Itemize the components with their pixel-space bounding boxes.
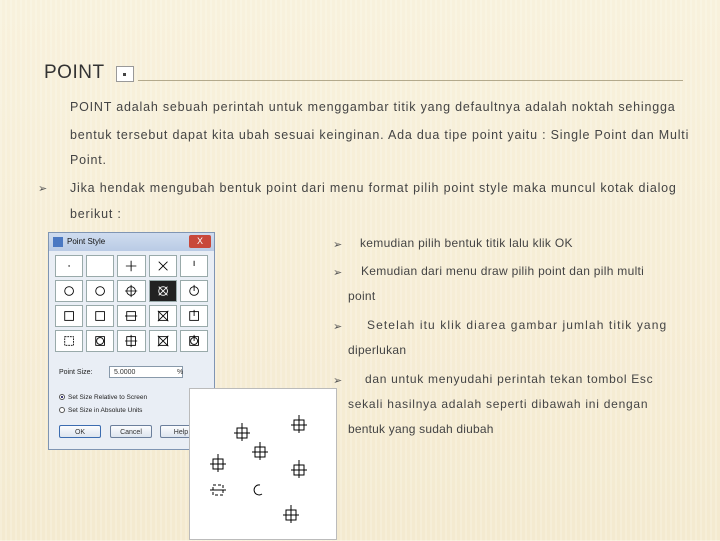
- paragraph-line-2: bentuk tersebut dapat kita ubah sesuai keinginan. Ada dua tipe point yaitu : Single Point dan Multi: [70, 128, 690, 142]
- radio-relative-to-screen[interactable]: [59, 394, 147, 401]
- step-line: Kemudian dari menu draw pilih point dan pilh multi: [361, 264, 645, 278]
- point-style-circle-x-selected[interactable]: [149, 280, 177, 302]
- dialog-title-bar: [49, 233, 214, 251]
- ok-button[interactable]: OK: [59, 425, 101, 438]
- point-style-circle-square-plus[interactable]: [117, 330, 145, 352]
- bullet-line-1: Jika hendak mengubah bentuk point dari menu format pilih point style maka muncul kotak dialog: [70, 181, 677, 195]
- point-style-dot[interactable]: [55, 255, 83, 277]
- step-line: kemudian pilih bentuk titik lalu klik OK: [360, 236, 573, 250]
- cancel-button[interactable]: Cancel: [110, 425, 152, 438]
- point-style-square-x[interactable]: [149, 305, 177, 327]
- point-style-circle-dot[interactable]: [55, 280, 83, 302]
- point-style-circle-tick[interactable]: [180, 280, 208, 302]
- point-style-square[interactable]: [86, 305, 114, 327]
- bullet-line-2: berikut :: [70, 207, 122, 221]
- bullet-arrow-icon: ➢: [333, 239, 343, 251]
- point-style-circle-square[interactable]: [55, 330, 83, 352]
- radio-unselected-icon: [59, 407, 65, 413]
- result-points: [190, 389, 338, 541]
- step-line: Setelah itu klik diarea gambar jumlah titik yang: [367, 318, 668, 332]
- point-marker: [291, 460, 307, 478]
- point-marker: [234, 423, 250, 441]
- point-marker: [252, 442, 268, 460]
- point-marker: [210, 485, 226, 495]
- title-underline: [138, 80, 683, 81]
- radio-absolute-label: Set Size in Absolute Units: [68, 407, 143, 414]
- paragraph-line-1: POINT adalah sebuah perintah untuk menggambar titik yang defaultnya adalah noktah sehingga: [70, 100, 676, 114]
- point-style-circle-square-x[interactable]: [149, 330, 177, 352]
- point-style-square-tick[interactable]: [180, 305, 208, 327]
- step-line: point: [348, 289, 376, 303]
- radio-selected-icon: [59, 394, 65, 400]
- app-icon: [53, 237, 63, 247]
- point-marker: [283, 505, 299, 523]
- dialog-title: Point Style: [67, 237, 106, 246]
- point-style-x[interactable]: [149, 255, 177, 277]
- point-marker: [254, 485, 262, 495]
- step-line: dan untuk menyudahi perintah tekan tombol Esc: [365, 372, 654, 386]
- paragraph-line-3: Point.: [70, 153, 107, 167]
- point-style-none[interactable]: [86, 255, 114, 277]
- help-button[interactable]: Help: [160, 425, 202, 438]
- point-style-circle-square-2[interactable]: [86, 330, 114, 352]
- point-style-circle[interactable]: [86, 280, 114, 302]
- bullet-arrow-icon: ➢: [38, 183, 48, 195]
- point-icon: [116, 66, 134, 82]
- point-marker: [210, 454, 226, 472]
- point-style-square-plus[interactable]: [117, 305, 145, 327]
- radio-absolute-units[interactable]: [59, 407, 142, 414]
- point-style-plus[interactable]: [117, 255, 145, 277]
- point-style-circle-square-tick[interactable]: [180, 330, 208, 352]
- step-line: bentuk yang sudah diubah: [348, 422, 494, 436]
- point-marker: [291, 415, 307, 433]
- point-style-circle-plus[interactable]: [117, 280, 145, 302]
- bullet-arrow-icon: ➢: [333, 267, 343, 279]
- point-style-square-dot[interactable]: [55, 305, 83, 327]
- point-style-grid: [55, 255, 208, 347]
- point-size-unit: %: [177, 369, 184, 376]
- slide-title: POINT: [44, 62, 105, 83]
- step-line: diperlukan: [348, 343, 407, 357]
- close-button[interactable]: X: [189, 235, 211, 248]
- bullet-arrow-icon: ➢: [333, 321, 343, 333]
- bullet-arrow-icon: ➢: [333, 375, 343, 387]
- point-size-input[interactable]: 5.0000: [109, 366, 183, 378]
- radio-relative-label: Set Size Relative to Screen: [68, 394, 148, 401]
- step-line: sekali hasilnya adalah seperti dibawah ini dengan: [348, 397, 649, 411]
- point-style-tick[interactable]: [180, 255, 208, 277]
- result-drawing-area: [189, 388, 337, 540]
- point-size-label: Point Size:: [59, 369, 93, 376]
